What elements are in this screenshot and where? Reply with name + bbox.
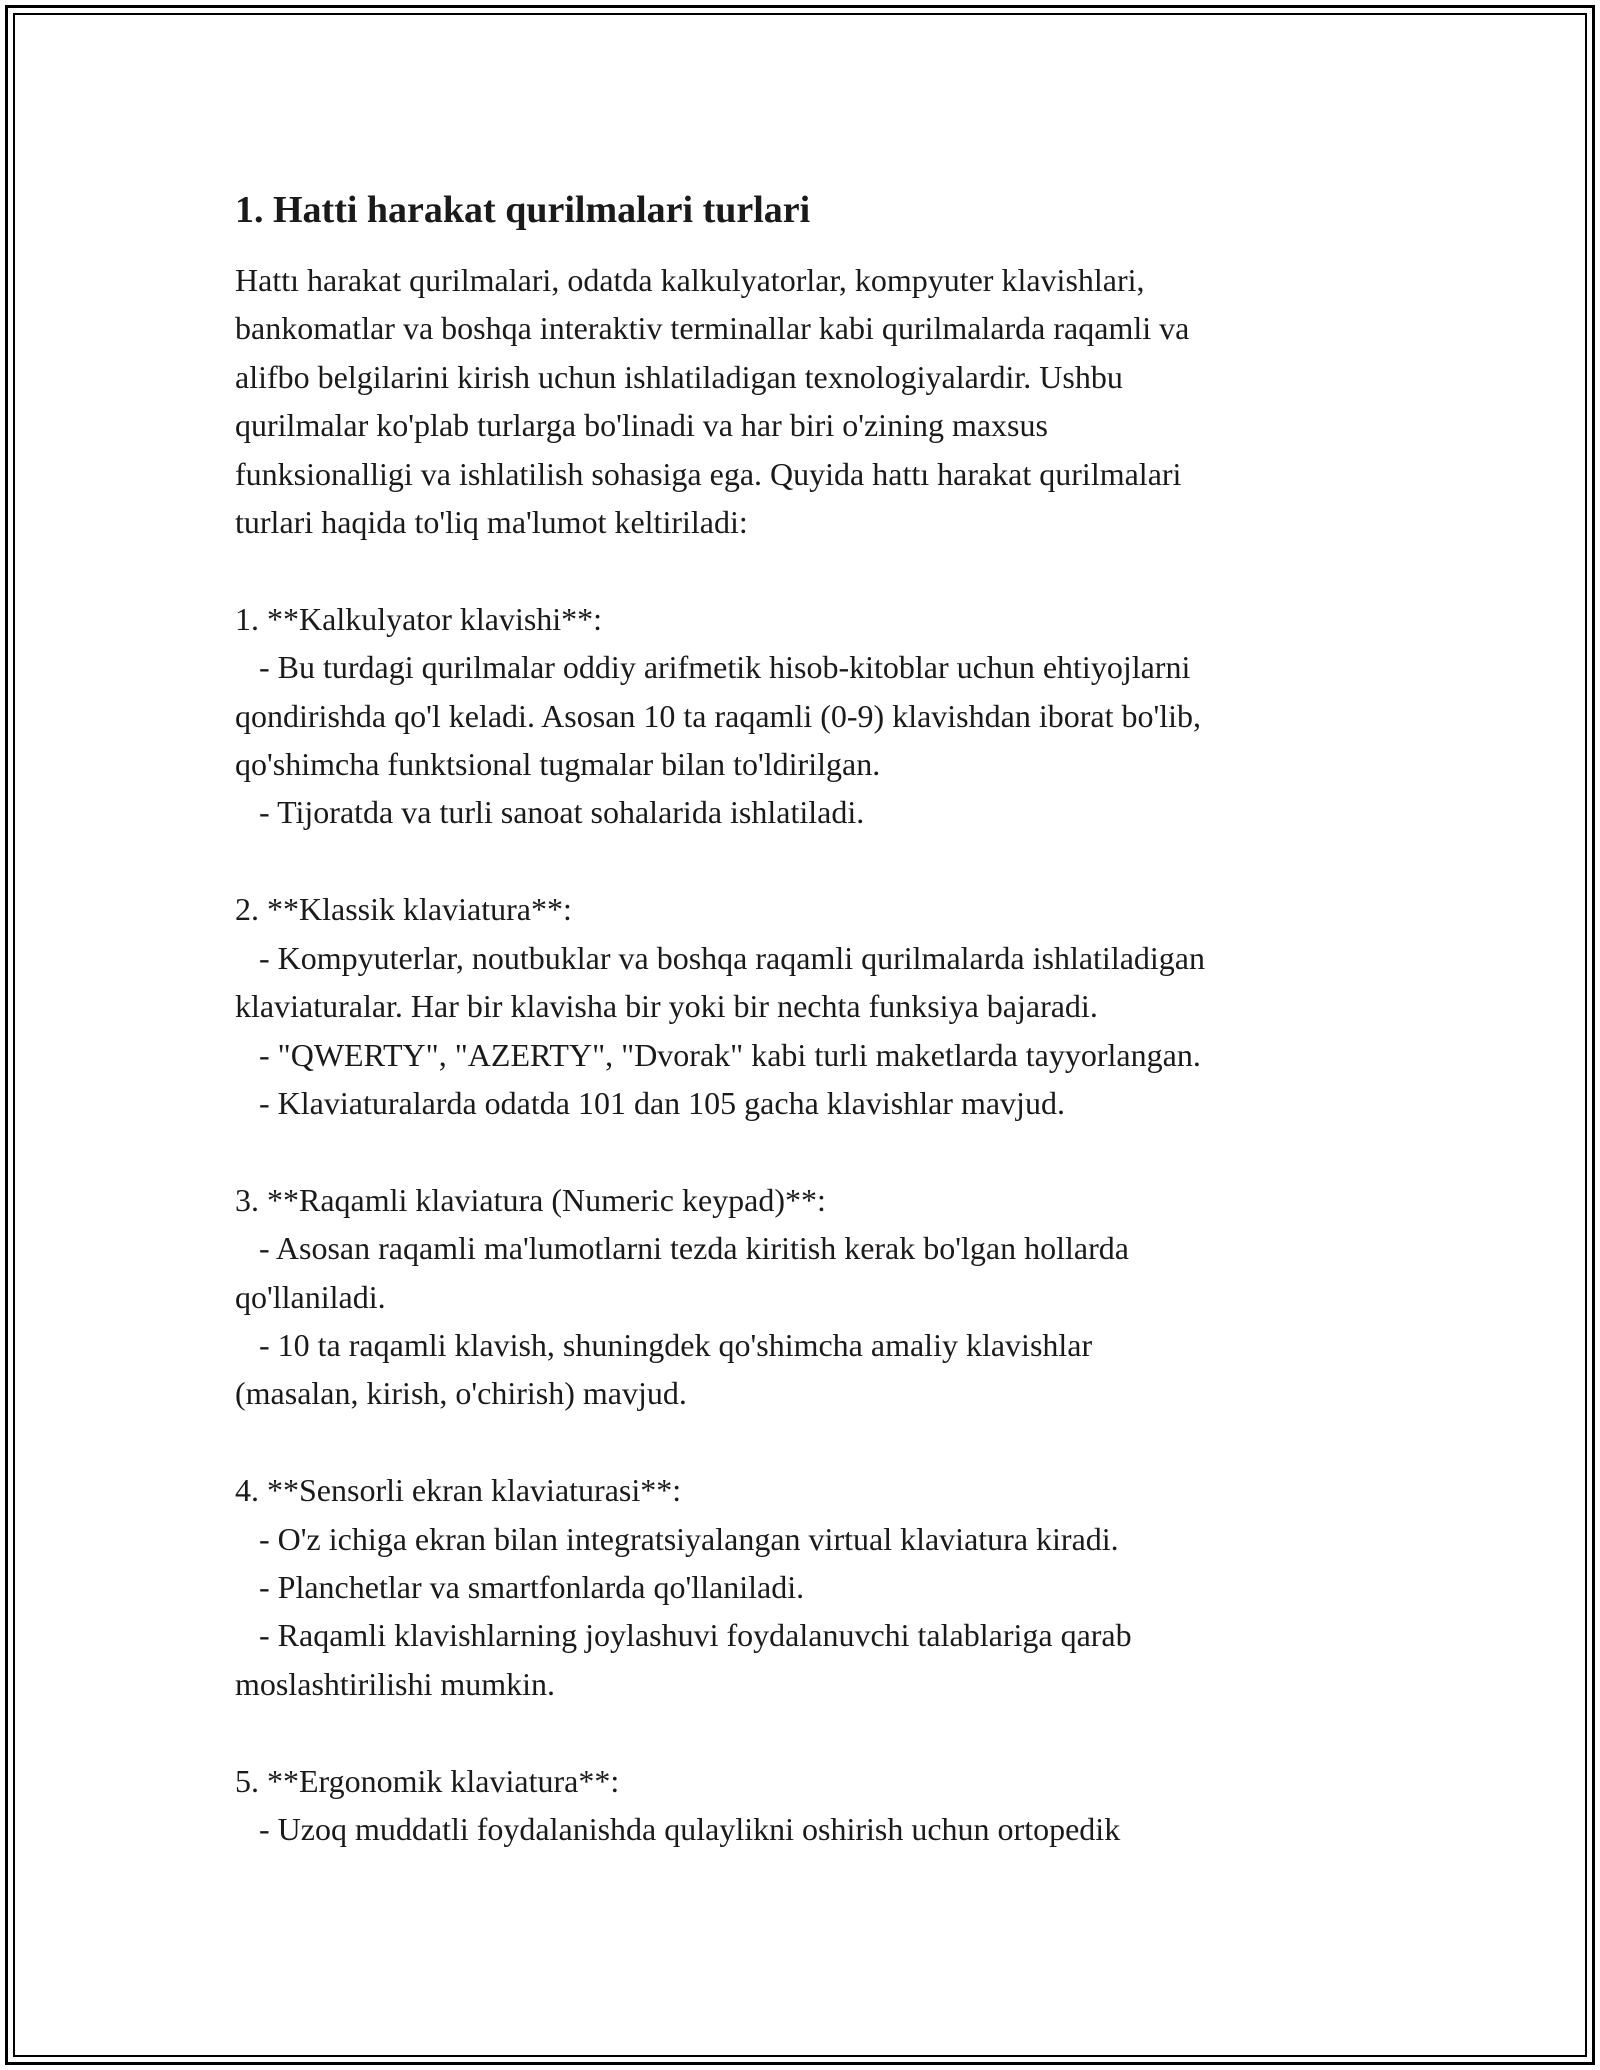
document-heading: 1. Hatti harakat qurilmalari turlari — [235, 189, 811, 231]
document-content — [235, 186, 1395, 1853]
document-body: Hattı harakat qurilmalari, odatda kalkulyatorlar, kompyuter klavishlari, bankomatlar va boshqa interaktiv terminallar kabi qurilmalarda raqamli va alifbo belgilarini kirish uchun ishlatiladigan texnologiyalardir. Ushbu qurilmalar ko'plab turlarga bo'linadi va har biri o'zining maxsus funksionalligi va ishlatilish sohasiga ega. Quyida hattı harakat qurilmalari turlari haqida to'liq ma'lumot keltiriladi: 1. **Kalkulyator klavishi**: - Bu turdagi qurilmalar oddiy arifmetik hisob-kitoblar uchun ehtiyojlarni qondirishda qo'l keladi. Asosan 10 ta raqamli (0-9) klavishdan iborat bo'lib, qo'shimcha funktsional tugmalar bilan to'ldirilgan. - Tijoratda va turli sanoat sohalarida ishlatiladi. 2. **Klassik klaviatura**: - Kompyuterlar, noutbuklar va boshqa raqamli qurilmalarda ishlatiladigan klaviaturalar. Har bir klavisha bir yoki bir nechta funksiya bajaradi. - "QWERTY", "AZERTY", "Dvorak" kabi turli maketlarda tayyorlangan. - Klaviaturalarda odatda 101 dan 105 gacha klavishlar mavjud. 3. **Raqamli klaviatura (Numeric keypad)**: - Asosan raqamli ma'lumotlarni tezda kiritish kerak bo'lgan hollarda qo'llaniladi. - 10 ta raqamli klavish, shuningdek qo'shimcha amaliy klavishlar (masalan, kirish, o'chirish) mavjud. 4. **Sensorli ekran klaviaturasi**: - O'z ichiga ekran bilan integratsiyalangan virtual klaviatura kiradi. - Planchetlar va smartfonlarda qo'llaniladi. - Raqamli klavishlarning joylashuvi foydalanuvchi talablariga qarab moslashtirilishi mumkin. 5. **Ergonomik klaviatura**: - Uzoq muddatli foydalanishda qulaylikni oshirish uchun ortopedik — [235, 262, 1205, 1847]
